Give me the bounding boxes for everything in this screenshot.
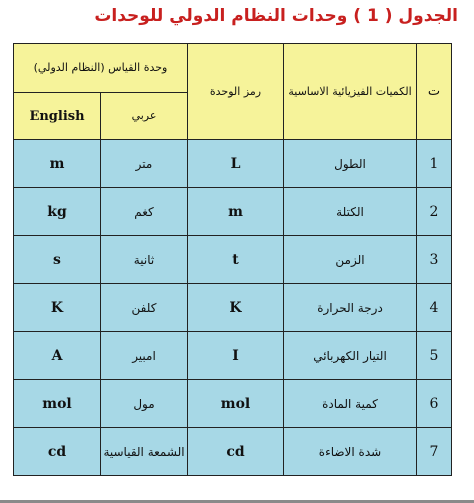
cell-arabic: امبير bbox=[101, 332, 188, 380]
cell-seq: 7 bbox=[417, 428, 452, 476]
header-english: English bbox=[14, 93, 101, 140]
cell-seq: 3 bbox=[417, 236, 452, 284]
table-row bbox=[14, 380, 452, 428]
cell-quantity: درجة الحرارة bbox=[284, 284, 417, 332]
table-row bbox=[14, 236, 452, 284]
cell-seq: 6 bbox=[417, 380, 452, 428]
cell-arabic: متر bbox=[101, 140, 188, 188]
cell-english: mol bbox=[14, 380, 101, 428]
cell-quantity: شدة الاضاءة bbox=[284, 428, 417, 476]
header-seq: ت bbox=[417, 44, 452, 140]
cell-symbol: m bbox=[188, 188, 284, 236]
cell-seq: 1 bbox=[417, 140, 452, 188]
cell-quantity: الزمن bbox=[284, 236, 417, 284]
header-arabic: عربي bbox=[101, 93, 188, 140]
cell-english: A bbox=[14, 332, 101, 380]
cell-quantity: التيار الكهربائي bbox=[284, 332, 417, 380]
cell-arabic: مول bbox=[101, 380, 188, 428]
header-symbol: رمز الوحدة bbox=[188, 44, 284, 140]
si-units-table bbox=[13, 43, 452, 476]
cell-quantity: كمية المادة bbox=[284, 380, 417, 428]
table-row bbox=[14, 188, 452, 236]
cell-seq: 2 bbox=[417, 188, 452, 236]
cell-quantity: الطول bbox=[284, 140, 417, 188]
cell-arabic: كلفن bbox=[101, 284, 188, 332]
cell-english: s bbox=[14, 236, 101, 284]
header-unit-group: وحدة القياس (النظام الدولي) bbox=[14, 44, 188, 93]
table-title: الجدول ( 1 ) وحدات النظام الدولي للوحدات bbox=[94, 6, 458, 26]
cell-arabic: الشمعة القياسية bbox=[101, 428, 188, 476]
cell-symbol: t bbox=[188, 236, 284, 284]
cell-english: cd bbox=[14, 428, 101, 476]
header-quantities: الكميات الفيزيائية الاساسية bbox=[284, 44, 417, 140]
cell-quantity: الكتلة bbox=[284, 188, 417, 236]
table-row bbox=[14, 332, 452, 380]
cell-arabic: كغم bbox=[101, 188, 188, 236]
cell-symbol: L bbox=[188, 140, 284, 188]
cell-symbol: cd bbox=[188, 428, 284, 476]
table-row bbox=[14, 284, 452, 332]
header-row-top bbox=[14, 44, 452, 93]
table-row bbox=[14, 140, 452, 188]
cell-seq: 4 bbox=[417, 284, 452, 332]
table-row bbox=[14, 428, 452, 476]
cell-english: m bbox=[14, 140, 101, 188]
cell-seq: 5 bbox=[417, 332, 452, 380]
cell-arabic: ثانية bbox=[101, 236, 188, 284]
cell-english: K bbox=[14, 284, 101, 332]
cell-english: kg bbox=[14, 188, 101, 236]
cell-symbol: I bbox=[188, 332, 284, 380]
cell-symbol: mol bbox=[188, 380, 284, 428]
cell-symbol: K bbox=[188, 284, 284, 332]
